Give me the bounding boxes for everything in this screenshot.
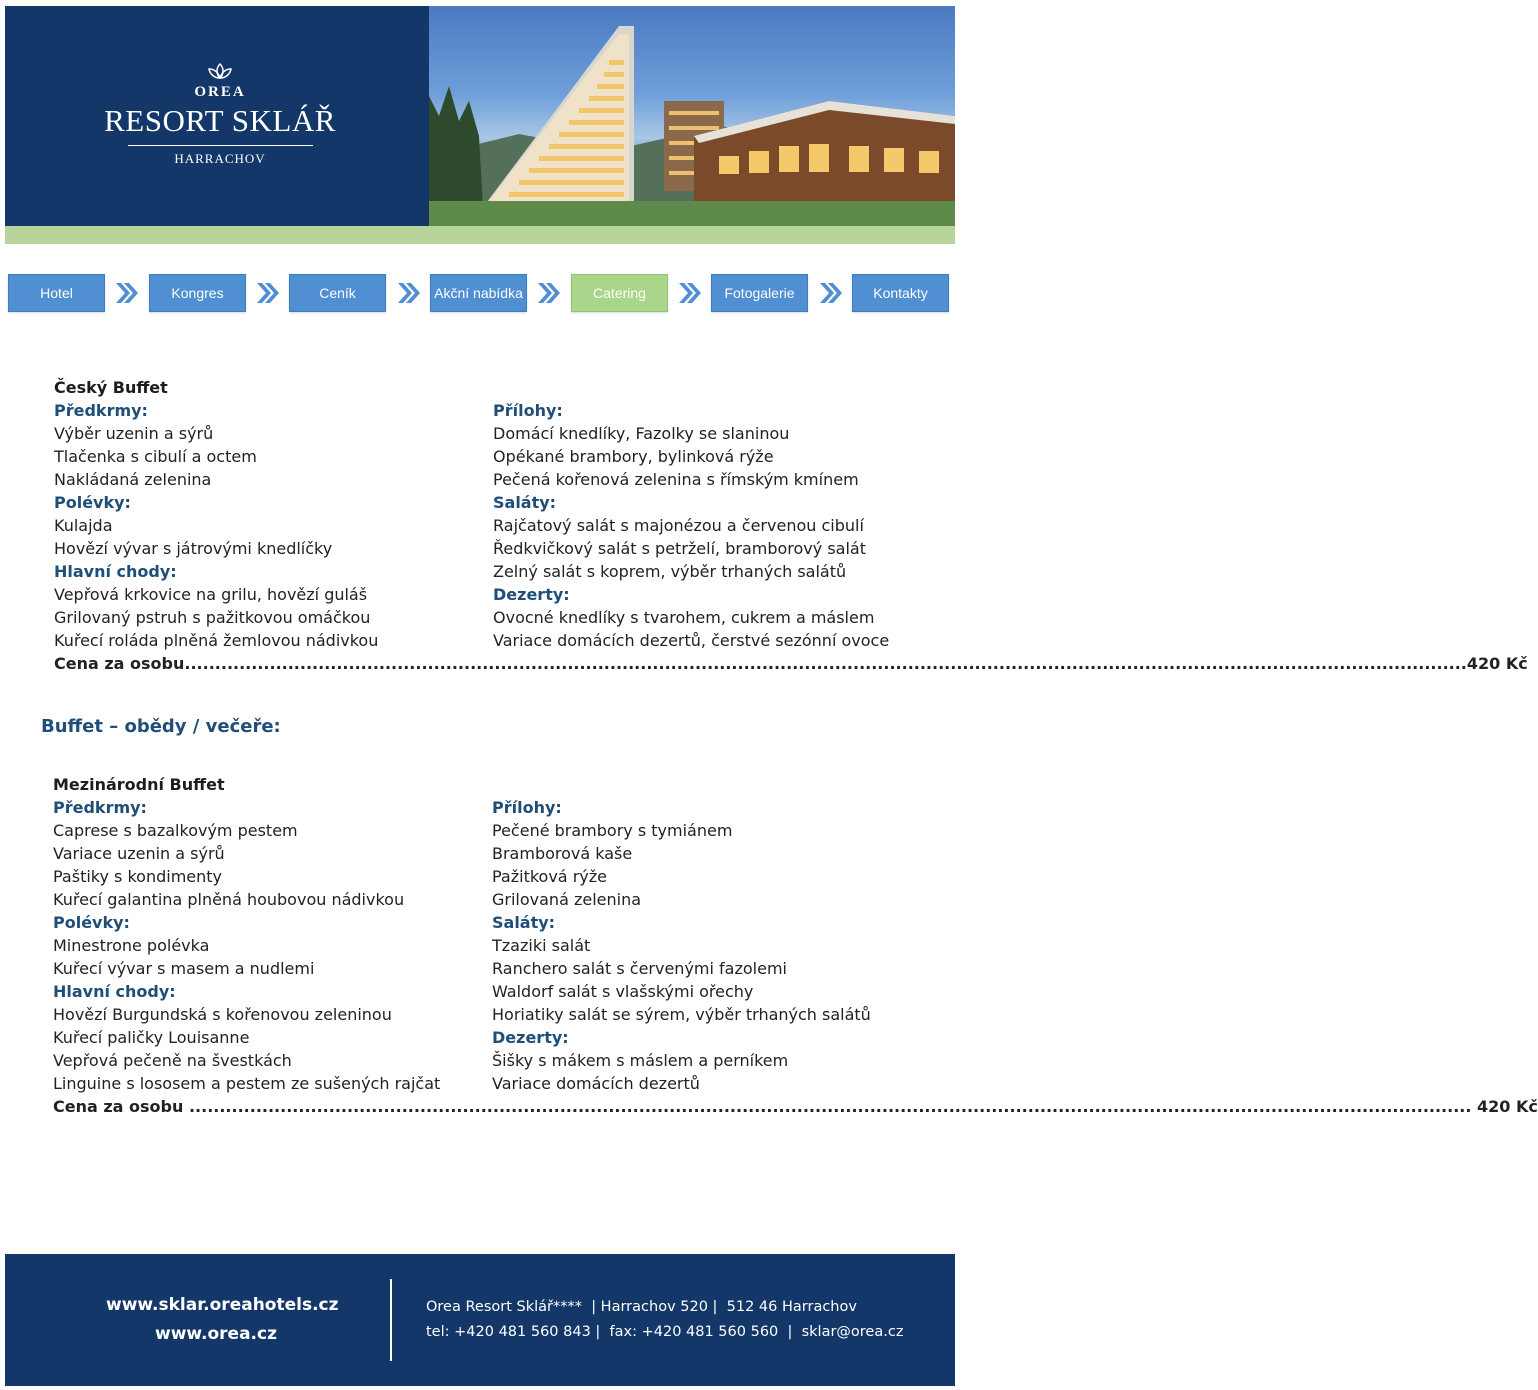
intl-price-line [53, 1097, 1538, 1116]
footer-address: Orea Resort Sklář**** | Harrachov 520 | 512 46 Harrachov [426, 1299, 857, 1315]
czech-buffet-right-column [493, 399, 889, 652]
footer-divider [390, 1279, 392, 1361]
logo-divider [128, 145, 313, 146]
price-value: 420 Kč [1471, 1097, 1538, 1116]
nav-fotogalerie[interactable]: Fotogalerie [711, 274, 808, 312]
czech-price-line [54, 654, 1528, 673]
logo-brand: OREA [194, 84, 246, 100]
main-navigation [8, 274, 952, 312]
double-chevron-right-icon [676, 280, 702, 306]
intl-mains-heading: Hlavní chody: [53, 982, 176, 1001]
nav-akcni-nabidka[interactable]: Akční nabídka [430, 274, 527, 312]
nav-catering[interactable]: Catering [571, 274, 668, 312]
footer-contacts: tel: +420 481 560 843 | fax: +420 481 560 560 | sklar@orea.cz [426, 1324, 904, 1340]
logo-name: RESORT SKLÁŘ [104, 103, 336, 138]
menu-item: Grilovaný pstruh s pažitkovou omáčkou [54, 608, 371, 627]
menu-item: Hovězí Burgundská s kořenovou zeleninou [53, 1005, 392, 1024]
orea-leaf-logo-icon [205, 62, 235, 84]
menu-item: Ředkvičkový salát s petrželí, bramborový salát [493, 539, 866, 558]
price-dot-leader: ................................................................................................................................................................................................................... [183, 1097, 1472, 1116]
czech-buffet-left-column [54, 376, 378, 652]
nav-kontakty[interactable]: Kontakty [852, 274, 949, 312]
czech-mains-heading: Hlavní chody: [54, 562, 177, 581]
double-chevron-right-icon [535, 280, 561, 306]
czech-desserts-heading: Dezerty: [493, 585, 570, 604]
section-title: Buffet – obědy / večeře: [41, 716, 281, 737]
menu-item: Linguine s lososem a pestem ze sušených rajčat [53, 1074, 441, 1093]
double-chevron-right-icon [395, 280, 421, 306]
double-chevron-right-icon [254, 280, 280, 306]
czech-soups-heading: Polévky: [54, 493, 131, 512]
menu-item: Výběr uzenin a sýrů [54, 424, 214, 443]
nav-kongres[interactable]: Kongres [149, 274, 246, 312]
intl-salads-heading: Saláty: [492, 913, 556, 932]
menu-item: Tzaziki salát [492, 936, 591, 955]
intl-buffet-title: Mezinárodní Buffet [53, 775, 225, 794]
nav-hotel[interactable]: Hotel [8, 274, 105, 312]
menu-item: Zelný salát s koprem, výběr trhaných salátů [493, 562, 847, 581]
menu-item: Šišky s mákem s máslem a perníkem [492, 1051, 789, 1070]
hotel-photo [429, 6, 955, 226]
intl-sides-heading: Přílohy: [492, 798, 562, 817]
czech-salads-heading: Saláty: [493, 493, 557, 512]
menu-item: Variace domácích dezertů, čerstvé sezónní ovoce [493, 631, 890, 650]
menu-item: Rajčatový salát s majonézou a červenou cibulí [493, 516, 864, 535]
intl-buffet-right-column [492, 796, 871, 1095]
czech-buffet-title: Český Buffet [54, 378, 168, 397]
footer [5, 1254, 955, 1386]
menu-item: Bramborová kaše [492, 844, 633, 863]
green-accent-strip [5, 226, 955, 244]
menu-item: Grilovaná zelenina [492, 890, 642, 909]
menu-item: Variace uzenin a sýrů [53, 844, 225, 863]
double-chevron-right-icon [113, 280, 139, 306]
resort-logo[interactable] [90, 62, 350, 167]
menu-item: Nakládaná zelenina [54, 470, 212, 489]
menu-item: Waldorf salát s vlašskými ořechy [492, 982, 754, 1001]
menu-item: Opékané brambory, bylinková rýže [493, 447, 774, 466]
intl-appetizers-heading: Předkrmy: [53, 798, 147, 817]
nav-cenik[interactable]: Ceník [289, 274, 386, 312]
price-dot-leader: ................................................................................................................................................................................................................... [184, 654, 1467, 673]
price-label: Cena za osobu [54, 654, 185, 673]
website-link-sklar[interactable]: www.sklar.oreahotels.cz [106, 1295, 339, 1315]
menu-item: Kuřecí galantina plněná houbovou nádivkou [53, 890, 405, 909]
menu-item: Vepřová pečeně na švestkách [53, 1051, 292, 1070]
hotel-building-illustration [429, 6, 955, 226]
menu-item: Pečená kořenová zelenina s římským kmínem [493, 470, 859, 489]
czech-sides-heading: Přílohy: [493, 401, 563, 420]
logo-location: HARRACHOV [174, 151, 266, 166]
czech-appetizers-heading: Předkrmy: [54, 401, 148, 420]
menu-item: Hovězí vývar s játrovými knedlíčky [54, 539, 333, 558]
menu-item: Horiatiky salát se sýrem, výběr trhaných salátů [492, 1005, 871, 1024]
price-value: 420 Kč [1466, 654, 1528, 673]
intl-desserts-heading: Dezerty: [492, 1028, 569, 1047]
menu-item: Pečené brambory s tymiánem [492, 821, 733, 840]
menu-item: Kuřecí roláda plněná žemlovou nádivkou [54, 631, 379, 650]
intl-soups-heading: Polévky: [53, 913, 130, 932]
menu-item: Kuřecí paličky Louisanne [53, 1028, 250, 1047]
price-label: Cena za osobu [53, 1097, 184, 1116]
menu-item: Vepřová krkovice na grilu, hovězí guláš [54, 585, 368, 604]
intl-buffet-left-column [53, 773, 440, 1095]
menu-item: Kuřecí vývar s masem a nudlemi [53, 959, 315, 978]
menu-item: Kulajda [54, 516, 113, 535]
menu-item: Variace domácích dezertů [492, 1074, 700, 1093]
menu-item: Pažitková rýže [492, 867, 607, 886]
menu-item: Ranchero salát s červenými fazolemi [492, 959, 787, 978]
double-chevron-right-icon [817, 280, 843, 306]
menu-item: Minestrone polévka [53, 936, 210, 955]
menu-item: Paštiky s kondimenty [53, 867, 222, 886]
menu-item: Tlačenka s cibulí a octem [54, 447, 257, 466]
menu-item: Domácí knedlíky, Fazolky se slaninou [493, 424, 790, 443]
menu-item: Caprese s bazalkovým pestem [53, 821, 298, 840]
website-link-orea[interactable]: www.orea.cz [155, 1324, 277, 1344]
menu-item: Ovocné knedlíky s tvarohem, cukrem a máslem [493, 608, 875, 627]
